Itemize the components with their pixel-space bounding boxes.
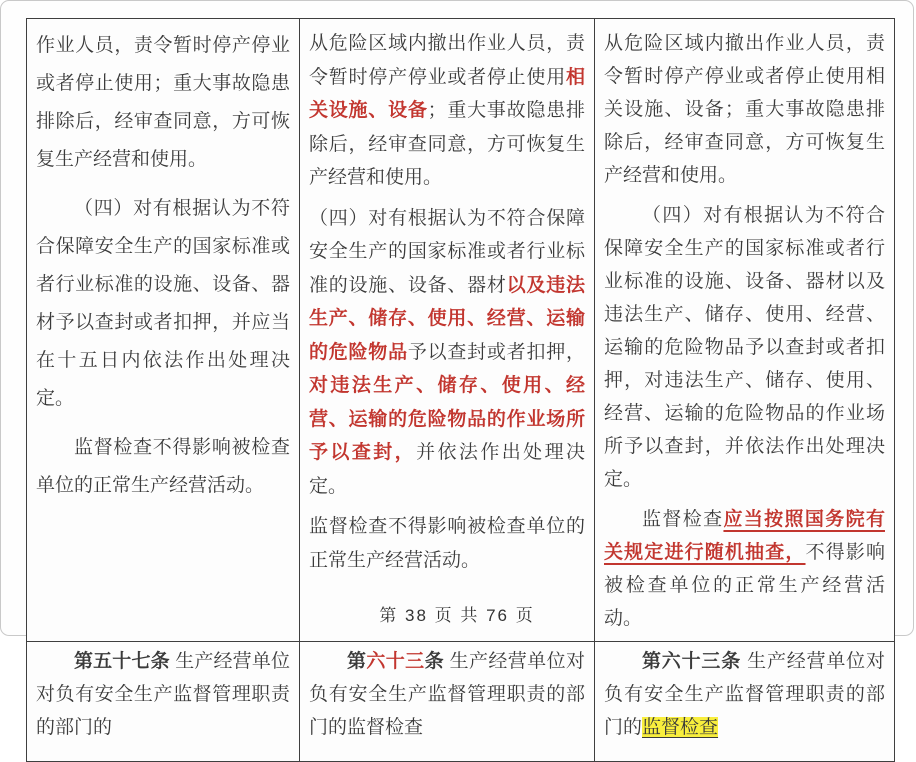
table-cell-footer-col1 bbox=[27, 642, 300, 762]
text-segment: （四）对有根据认为不符合保障安全生产的国家标准或者行业标准的设施、设备、器材予以查封或者扣押，并应当在十五日内依法作出处理决定。 bbox=[36, 198, 290, 409]
text-segment: 从危险区域内撤出作业人员，责令暂时停产停业或者停止使用相关设施、设备；重大事故隐患排除后，经审查同意，方可恢复生产经营和使用。 bbox=[604, 33, 885, 186]
text-segment: 条 bbox=[424, 651, 444, 672]
text-segment: 第 bbox=[347, 651, 367, 672]
paragraph bbox=[604, 645, 885, 744]
text-segment: ；重大事故隐患排除后，经审查同意，方可恢复生产经营和使用。 bbox=[309, 100, 585, 188]
table-row bbox=[27, 19, 895, 642]
text-segment: （四）对有根据认为不符合保障安全生产的国家标准或者行业标准的设施、设备、器材 bbox=[309, 207, 585, 296]
table-cell-body-col3 bbox=[595, 19, 895, 642]
paragraph bbox=[36, 190, 290, 418]
paragraph bbox=[309, 510, 585, 577]
paragraph bbox=[309, 27, 585, 195]
text-segment: 并依法作出处理决定。 bbox=[309, 442, 585, 497]
paragraph bbox=[309, 645, 585, 744]
text-segment: 作业人员，责令暂时停产停业或者停止使用；重大事故隐患排除后，经审查同意，方可恢复生产经营和使用。 bbox=[36, 35, 290, 170]
text-segment: 六十三 bbox=[366, 651, 425, 672]
text-segment: 监督检查不得影响被检查单位的正常生产经营活动。 bbox=[309, 516, 585, 571]
text-segment: 第五十七条 bbox=[74, 651, 170, 672]
table-row bbox=[27, 642, 895, 762]
page-number: 第 38 页 共 76 页 bbox=[379, 606, 535, 625]
text-segment: 应当按照国务院有关规定进行随机抽查， bbox=[604, 509, 885, 563]
text-segment: 从危险区域内撤出作业人员，责令暂时停产停业或者停止使用 bbox=[309, 33, 585, 88]
table-cell-body-col1 bbox=[27, 19, 300, 642]
paragraph bbox=[36, 429, 290, 505]
text-segment: 监督检查 bbox=[642, 509, 724, 530]
text-segment: 以及违法生产、储存、使用、经营、运输的危险物品 bbox=[309, 274, 585, 363]
text-segment: 监督检查不得影响被检查单位的正常生产经营活动。 bbox=[36, 437, 290, 496]
text-segment: 生产经营单位对负有安全生产监督管理职责的部门的 bbox=[604, 651, 885, 738]
paragraph bbox=[604, 199, 885, 496]
table-cell-body-col2 bbox=[300, 19, 595, 642]
table-cell-footer-col2 bbox=[300, 642, 595, 762]
paragraph bbox=[604, 27, 885, 192]
text-segment: 予以查封或者扣押， bbox=[407, 341, 585, 363]
text-segment: 生产经营单位对负有安全生产监督管理职责的部门的 bbox=[36, 651, 290, 738]
text-segment: 对违法生产、储存、使用、经营、运输的危险物品的作业场所予以查封， bbox=[309, 375, 585, 463]
text-segment: 第六十三条 bbox=[642, 651, 742, 672]
text-segment: 不得影响被检查单位的正常生产经营活动。 bbox=[604, 542, 885, 629]
table-cell-footer-col3 bbox=[595, 642, 895, 762]
paragraph bbox=[36, 27, 290, 179]
paragraph bbox=[36, 645, 290, 744]
paragraph bbox=[309, 202, 585, 504]
text-segment: （四）对有根据认为不符合保障安全生产的国家标准或者行业标准的设施、设备、器材以及违法生产、储存、使用、经营、运输的危险物品予以查封或者扣押，对违法生产、储存、使用、经营、运输的危险物品的作业场所予以查封，并依法作出处理决定。 bbox=[604, 205, 885, 490]
law-comparison-table bbox=[26, 18, 895, 762]
text-segment: 生产经营单位对负有安全生产监督管理职责的部门的监督检查 bbox=[309, 651, 585, 738]
text-segment: 监督检查 bbox=[642, 717, 719, 738]
text-segment: 相关设施、设备 bbox=[309, 66, 585, 121]
